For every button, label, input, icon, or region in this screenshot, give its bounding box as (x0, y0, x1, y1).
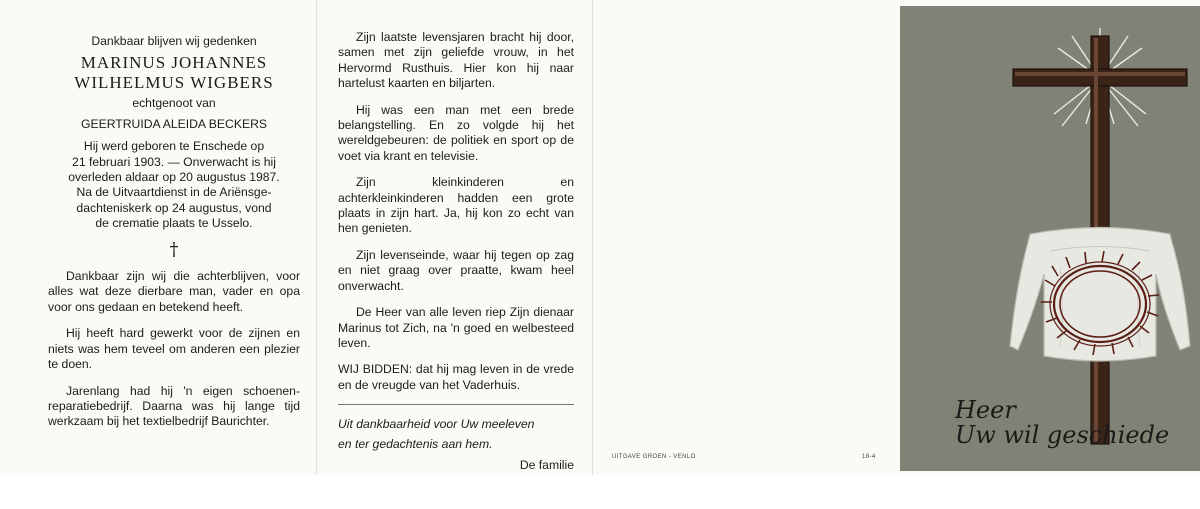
cross-symbol: † (169, 238, 179, 260)
printer-mark: UITGAVE GROEN - VENLO (612, 454, 696, 460)
opening-line: Dankbaar blijven wij gedenken (91, 34, 257, 48)
paragraph: Zijn levenseinde, waar hij tegen op zag en niet graag over praatte, kwam heel onverwacht. (338, 247, 574, 293)
paragraph: Zijn kleinkinderen en achterkleinkinderen hadden een grote plaats in zijn hart. Ja, hij kon zo echt van hen genieten. (338, 175, 574, 236)
bio-line: Hij werd geboren te Enschede op (83, 139, 265, 154)
middle-panel (338, 30, 574, 505)
deceased-name-line2: WILHELMUS WIGBERS (74, 73, 274, 93)
paragraph: Hij was een man met een brede belangstelling. En zo volgde hij het wereldgebeuren: de politiek en sport op de voet via krant en televisie. (338, 102, 574, 163)
prayer: WIJ BIDDEN: dat hij mag leven in de vrede en de vreugde van het Vaderhuis. (338, 362, 574, 392)
motto-line1: Heer (955, 396, 1016, 424)
closing-line1: Uit dankbaarheid voor Uw meeleven (338, 417, 535, 432)
bio-line: 21 februari 1903. — Onverwacht is hij (72, 154, 276, 169)
cross-picture (900, 6, 1200, 471)
bio-line: dachteniskerk op 24 augustus, vond (76, 200, 272, 215)
fold-line (316, 0, 317, 475)
paragraph: Zijn laatste levensjaren bracht hij door, samen met zijn geliefde vrouw, in het Hervormd Rusthuis. Hier kon hij naar hartelust kaarten en biljarten. (338, 30, 574, 91)
closing-line2: en ter gedachtenis aan hem. (338, 436, 493, 451)
fold-line (592, 0, 593, 475)
paragraph: De Heer van alle leven riep Zijn dienaar Marinus tot Zich, na 'n goed en welbesteed leven. (338, 305, 574, 350)
paragraph: Jarenlang had hij 'n eigen schoenen-reparatiebedrijf. Daarna was hij lange tijd werkzaam bij het textielbedrijf Baurichter. (48, 383, 300, 429)
motto-line2: Uw wil geschiede (955, 421, 1170, 449)
motto (955, 398, 1169, 448)
paragraph: Hij heeft hard gewerkt voor de zijnen en niets was hem teveel om anderen een plezier te doen. (48, 326, 300, 372)
bio-line: Na de Uitvaartdienst in de Ariënsge- (76, 185, 272, 200)
left-panel (48, 34, 300, 509)
divider (338, 404, 574, 405)
paragraph: Dankbaar zijn wij die achterblijven, voor alles wat deze dierbare man, vader en opa voor ons gedaan en betekend heeft. (48, 269, 300, 314)
cross-horizontal-beam (1013, 69, 1187, 86)
card-code: 18-4 (862, 454, 876, 460)
bio-line: overleden aldaar op 20 augustus 1987. (68, 170, 280, 185)
bio-line: de crematie plaats te Usselo. (95, 216, 253, 231)
bio (48, 139, 300, 231)
deceased-name-line1: MARINUS JOHANNES (80, 53, 268, 73)
spouse-name: GEERTRUIDA ALEIDA BECKERS (80, 116, 268, 131)
signature: De familie (519, 457, 574, 472)
spouse-intro: echtgenoot van (132, 96, 216, 111)
